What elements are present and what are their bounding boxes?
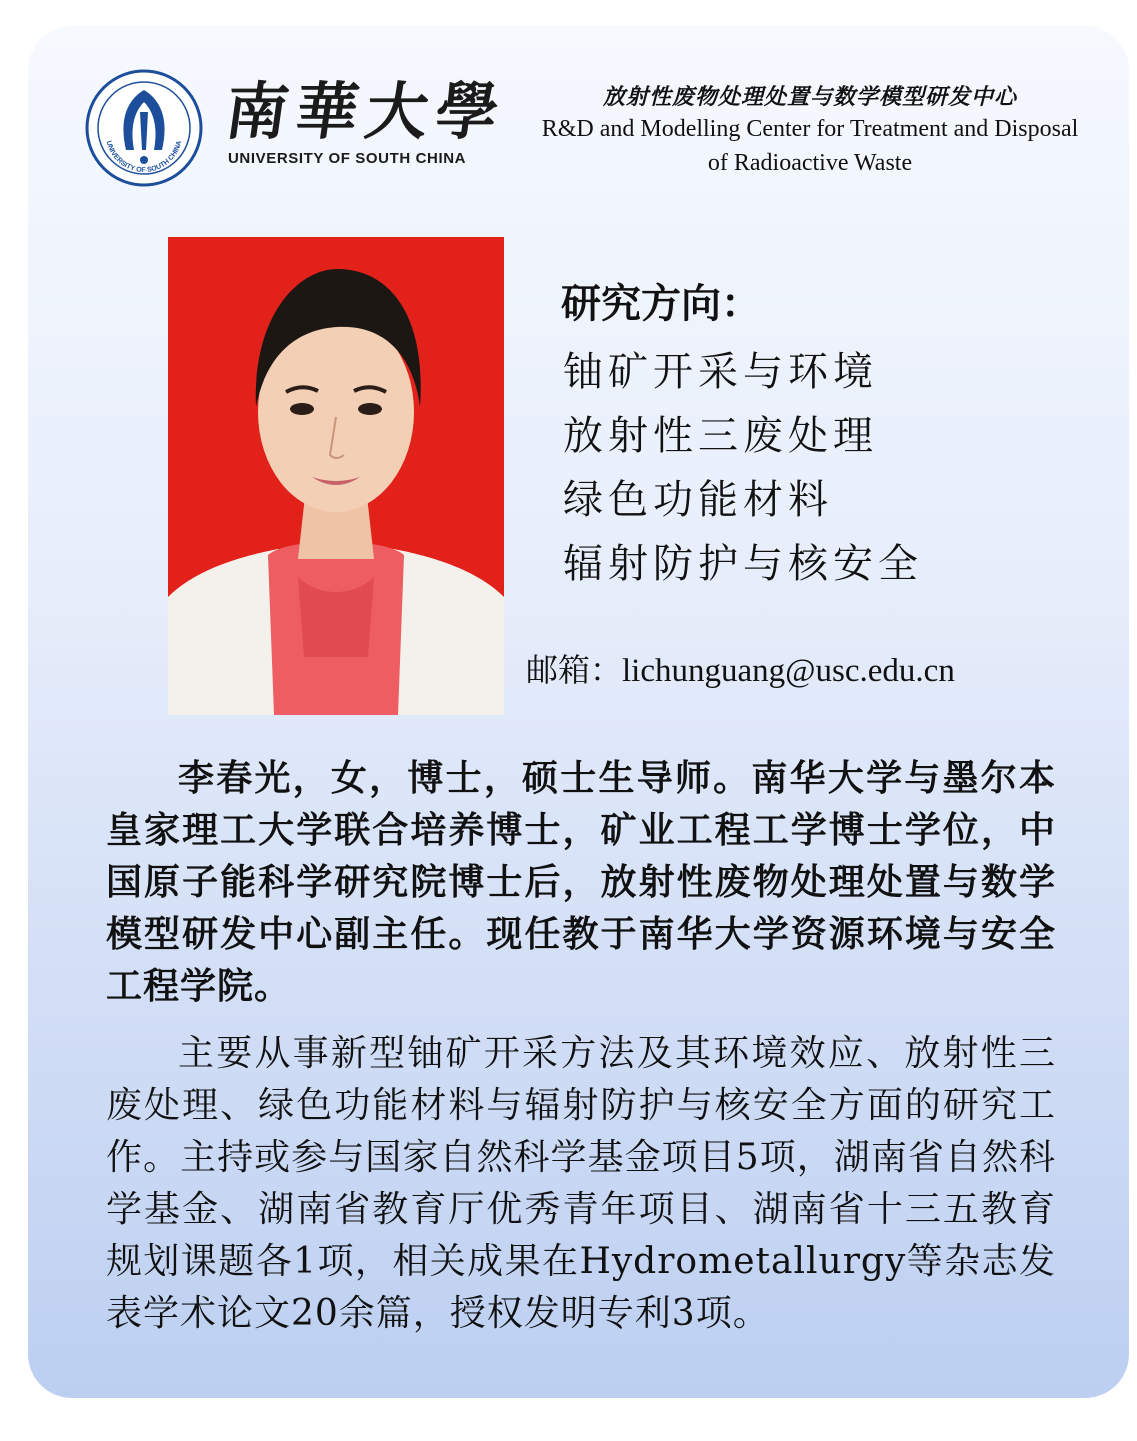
research-title: 研究方向：	[561, 281, 761, 327]
university-seal-logo	[84, 68, 204, 188]
center-name-cn: 放射性废物处理处置与数学模型研发中心	[602, 84, 1017, 110]
seal-text: UNIVERSITY OF SOUTH CHINA	[104, 140, 184, 175]
email-label: 邮箱：	[526, 651, 623, 689]
research-item: 绿色功能材料	[563, 477, 833, 523]
research-item: 铀矿开采与环境	[563, 349, 878, 395]
research-item: 辐射防护与核安全	[563, 541, 923, 587]
research-item: 放射性三废处理	[563, 413, 878, 459]
email-line	[526, 645, 955, 691]
bio-paragraph-2: 主要从事新型铀矿开采方法及其环境效应、放射性三废处理、绿色功能材料与辐射防护与核安全方面的研究工作。主持或参与国家自然科学基金项目5项，湖南省自然科学基金、湖南省教育厅优秀青年项目、湖南省十三五教育规划课题各1项，相关成果在Hydrometallurgy等杂志发表学术论文20余篇，授权发明专利3项。	[106, 1033, 1056, 1334]
portrait-photo	[168, 237, 504, 715]
center-name-en: R&D and Modelling Center for Treatment and Disposal of Radioactive Waste	[541, 116, 1079, 176]
university-name-cn: 南華大學	[220, 75, 512, 148]
bio-paragraph-1: 李春光，女，博士，硕士生导师。南华大学与墨尔本皇家理工大学联合培养博士，矿业工程工学博士学位，中国原子能科学研究院博士后，放射性废物处理处置与数学模型研发中心副主任。现任教于南华大学资源环境与安全工程学院。	[106, 757, 1056, 1007]
university-name-en: UNIVERSITY OF SOUTH CHINA	[228, 150, 467, 167]
email-address[interactable]: lichunguang@usc.edu.cn	[622, 653, 955, 689]
research-list	[563, 340, 923, 596]
